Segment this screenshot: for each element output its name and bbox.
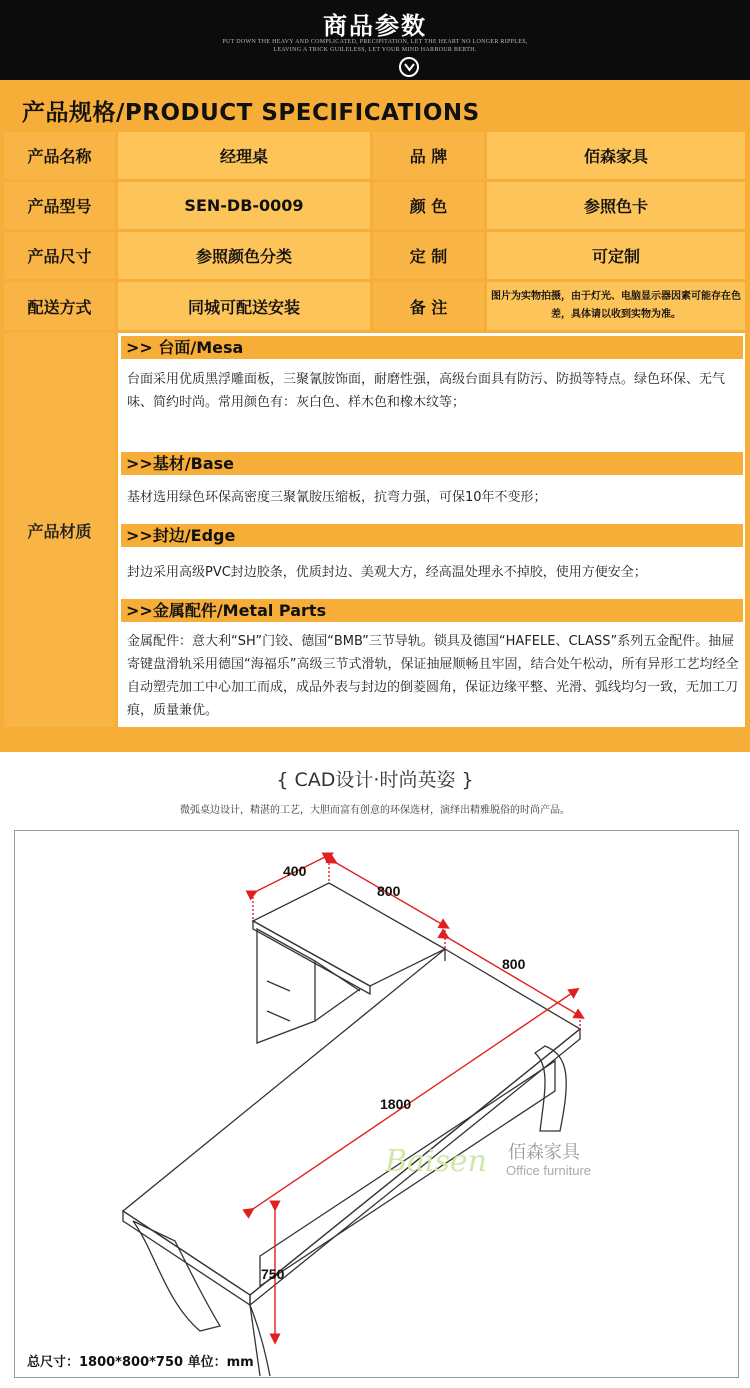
- page-title: 商品参数: [323, 12, 427, 40]
- total-size-note: 总尺寸：1800*800*750 单位：mm: [27, 1355, 254, 1370]
- spec-label-name: 产品名称: [4, 132, 115, 179]
- spec-value-model: SEN-DB-0009: [118, 182, 370, 229]
- spec-label-color: 颜 色: [373, 182, 484, 229]
- header-subtitle-2: LEAVING A TRICK GUILELESS, LET YOUR MIND HARBOUR BERTH.: [273, 47, 477, 53]
- spec-value-name: 经理桌: [118, 132, 370, 179]
- spec-label-custom: 定 制: [373, 232, 484, 279]
- watermark-en: Office furniture: [506, 1163, 592, 1178]
- spec-title: 产品规格/PRODUCT SPECIFICATIONS: [22, 100, 480, 126]
- material-text-base: 基材选用绿色环保高密度三聚氰胺压缩板，抗弯力强，可保10年不变形；: [127, 490, 547, 505]
- chevron-down-icon: [399, 57, 419, 77]
- cad-title: { CAD设计·时尚英姿 }: [276, 769, 474, 791]
- cad-subtitle: 微弧桌边设计，精湛的工艺，大胆而富有创意的环保选材，演绎出精雅脱俗的时尚产品。: [180, 805, 570, 816]
- material-head-mesa: >> 台面/Mesa: [121, 336, 743, 359]
- spec-value-color: 参照色卡: [487, 182, 745, 229]
- dimension-labels: [261, 863, 526, 1282]
- material-text-mesa: 台面采用优质黑浮雕面板，三聚氰胺饰面，耐磨性强，高级台面具有防污、防损等特点。绿色环保、无气味、简约时尚。常用颜色有：灰白色、样木色和橡木纹等；: [127, 372, 726, 410]
- spec-label-brand: 品 牌: [373, 132, 484, 179]
- dim-800-return: 800: [377, 883, 401, 899]
- material-text-metal: 金属配件：意大利“SH”门铰、德国“BMB”三节导轨。锁具及德国“HAFELE、CLASS”系列五金配件。抽屉寄键盘滑轨采用德国“海福乐”高级三节式滑轨，保证抽屉顺畅且牢固，结合处午松动，所有异形工艺均经全自动塑壳加工中心加工而成，成品外表与封边的倒菱圆角，保证边缘平整、光滑、弧线均匀一致，无加工刀痕，质量兼优。: [127, 634, 739, 718]
- dim-750: 750: [261, 1266, 285, 1282]
- material-label: 产品材质: [4, 333, 115, 727]
- spec-label-size: 产品尺寸: [4, 232, 115, 279]
- material-head-base: >>基材/Base: [121, 452, 743, 475]
- material-head-edge: >>封边/Edge: [121, 524, 743, 547]
- dim-400: 400: [283, 863, 307, 879]
- spec-value-delivery: 同城可配送安装: [118, 282, 370, 330]
- watermark-cn: 佰森家具: [508, 1142, 580, 1163]
- watermark-logo: [384, 1142, 591, 1179]
- spec-label-delivery: 配送方式: [4, 282, 115, 330]
- desk-cad-drawing: [15, 831, 740, 1379]
- page-header: [0, 0, 750, 80]
- spec-value-size: 参照颜色分类: [118, 232, 370, 279]
- spec-value-brand: 佰森家具: [487, 132, 745, 179]
- header-subtitle-1: PUT DOWN THE HEAVY AND COMPLICATED, PRECIPITATION, LET THE HEART NO LONGER RIPPLES,: [222, 39, 528, 45]
- material-head-metal: >>金属配件/Metal Parts: [121, 599, 743, 622]
- watermark-script: Baisen: [385, 1144, 487, 1179]
- dim-1800: 1800: [380, 1096, 412, 1112]
- spec-label-note: 备 注: [373, 282, 484, 330]
- cad-drawing-box: [14, 830, 739, 1378]
- spec-value-note: 图片为实物拍摄，由于灯光、电脑显示器因素可能存在色差，具体请以收到实物为准。: [487, 282, 745, 330]
- dim-800-depth: 800: [502, 956, 526, 972]
- spec-label-model: 产品型号: [4, 182, 115, 229]
- dimension-lines: [250, 855, 580, 1339]
- material-text-edge: 封边采用高级PVC封边胶条，优质封边、美观大方，经高温处理永不掉胶，使用方便安全；: [127, 565, 647, 580]
- spec-value-custom: 可定制: [487, 232, 745, 279]
